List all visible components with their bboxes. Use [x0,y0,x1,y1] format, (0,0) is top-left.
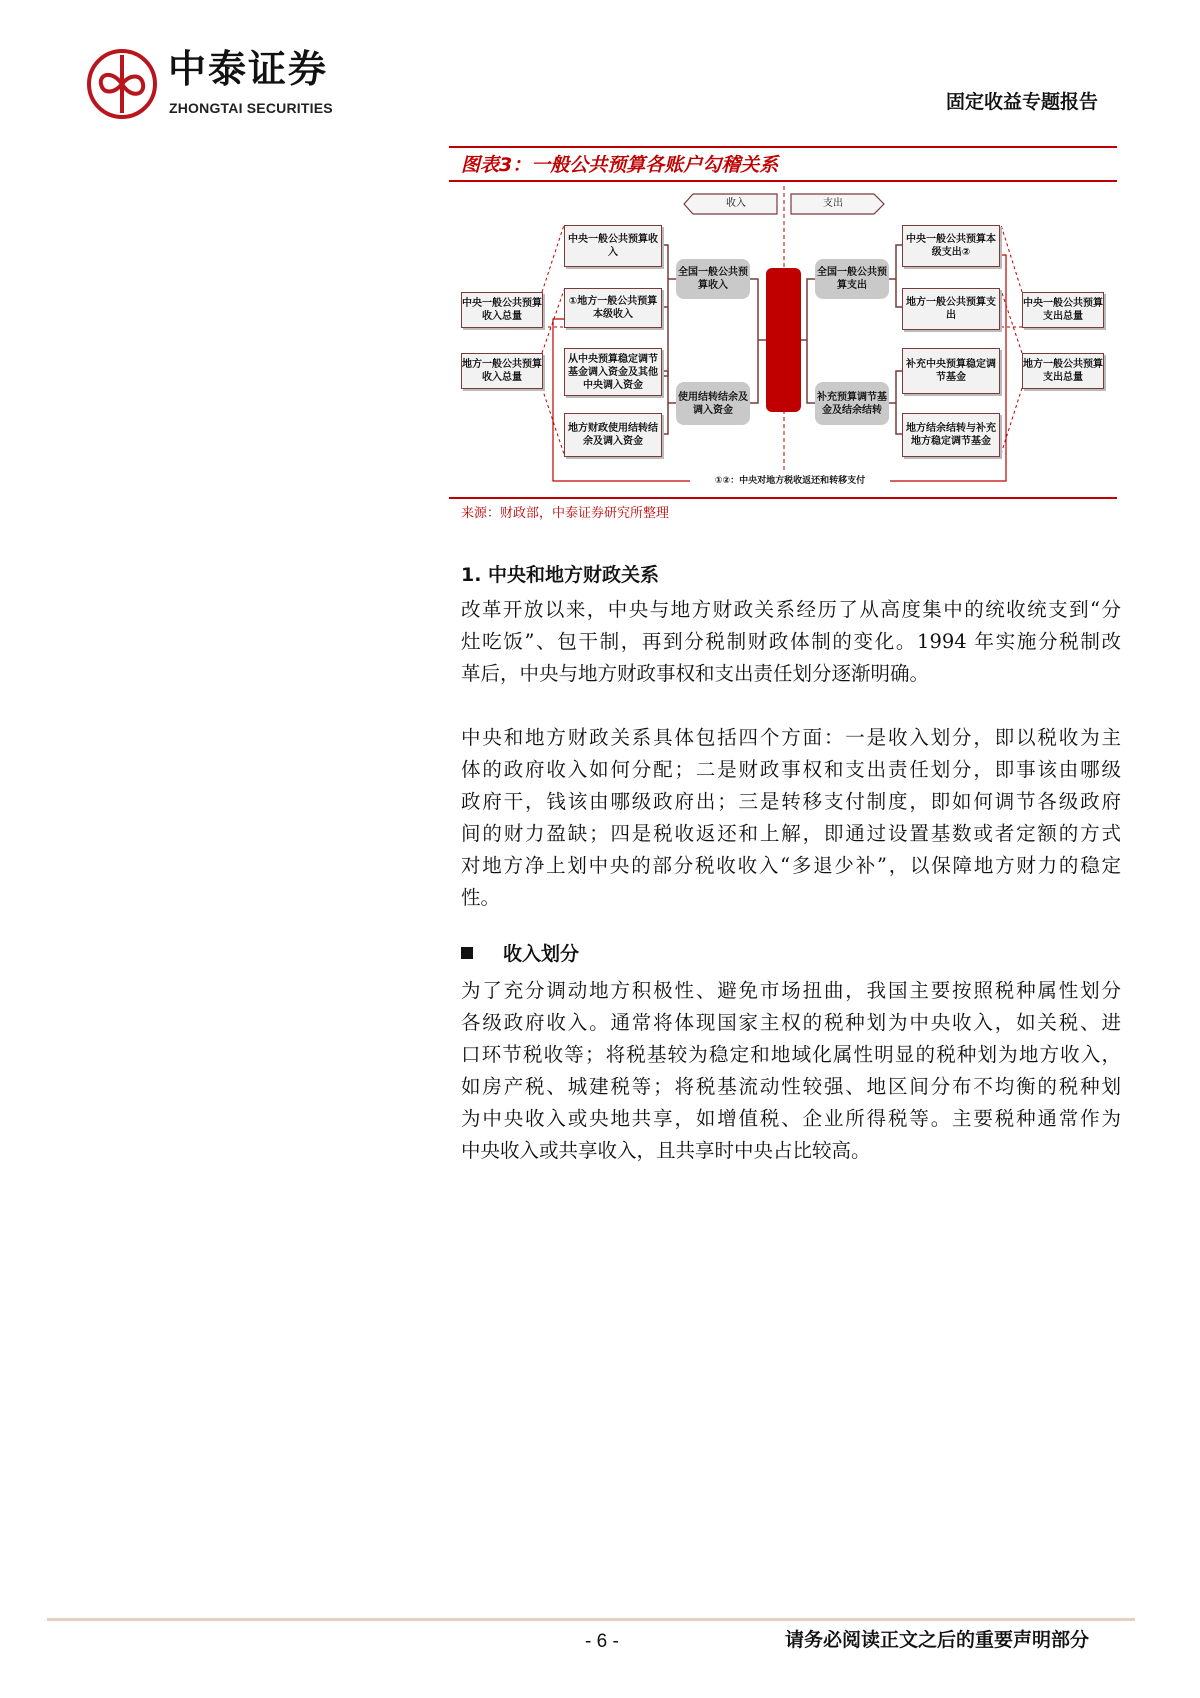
paragraph-1 [461,594,1121,690]
footer-rule [47,1618,1135,1621]
text-line: 如房产税、城建税等；将税基流动性较强、地区间分布不均衡的税种划 [461,1075,1121,1098]
left-box-3: 从中央预算稳定调节基金调入资金及其他中央调入资金 [564,348,662,396]
subsection-title: 收入划分 [503,943,580,965]
text-line: 各级政府收入。通常将体现国家主权的税种划为中央收入，如关税、进 [461,1011,1121,1034]
logo-english: ZHONGTAI SECURITIES [169,100,333,116]
left-gray-box-2: 使用结转结余及调入资金 [676,382,750,425]
logo-emblem [87,49,157,119]
text-line: 为了充分调动地方积极性、避免市场扭曲，我国主要按照税种属性划分 [461,979,1121,1002]
text-line: 性。 [461,886,501,909]
income-label: 收入 [726,198,746,209]
right-outer-box-central: 中央一般公共预算支出总量 [1022,292,1104,328]
left-outer-box-central: 中央一般公共预算收入总量 [461,292,543,328]
figure-title: 图表3：一般公共预算各账户勾稽关系 [461,154,779,176]
text-line: 中央和地方财政关系具体包括四个方面：一是收入划分，即以税收为主 [461,726,1121,749]
text-line: 灶吃饭”、包干制，再到分税制财政体制的变化。1994 年实施分税制改 [461,630,1121,653]
text-line: 中央收入或共享收入，且共享时中央占比较高。 [461,1139,871,1162]
text-line: 政府干，钱该由哪级政府出；三是转移支付制度，即如何调节各级政府 [461,790,1121,813]
text-line: 对地方净上划中央的部分税收收入“多退少补”，以保障地方财力的稳定 [461,854,1121,877]
footer-disclaimer: 请务必阅读正文之后的重要声明部分 [785,1629,1090,1651]
text-line: 体的政府收入如何分配；二是财政事权和支出责任划分，即事该由哪级 [461,758,1121,781]
right-box-2: 地方一般公共预算支出 [902,288,1000,330]
logo-chinese: 中泰证券 [168,47,329,91]
text-line: 改革开放以来，中央与地方财政关系经历了从高度集中的统收统支到“分 [461,598,1121,621]
page-number: - 6 - [585,1631,619,1652]
logo-emblem-icon [91,53,153,115]
paragraph-3 [461,975,1121,1167]
budget-center-bar [766,268,801,412]
figure-source: 来源：财政部，中泰证券研究所整理 [461,506,670,521]
figure-bottom-rule [449,497,1117,499]
right-gray-box-1: 全国一般公共预算支出 [815,259,889,299]
left-box-4: 地方财政使用结转结余及调入资金 [564,413,662,457]
subsection-heading [461,942,579,966]
text-line: 口环节税收等；将税基较为稳定和地域化属性明显的税种划为地方收入， [461,1043,1121,1066]
text-line: 为中央收入或央地共享，如增值税、企业所得税等。主要税种通常作为 [461,1107,1121,1130]
paragraph-2 [461,722,1121,914]
left-box-1: 中央一般公共预算收入 [564,225,662,267]
bullet-square-icon [461,947,473,959]
figure-top-rule [449,146,1117,148]
left-box-2: ①地方一般公共预算本级收入 [564,288,662,328]
expense-label: 支出 [823,198,843,209]
right-box-4: 地方结余结转与补充地方稳定调节基金 [902,413,1000,457]
report-type: 固定收益专题报告 [946,91,1099,113]
left-outer-box-local: 地方一般公共预算收入总量 [461,353,543,389]
right-outer-box-local: 地方一般公共预算支出总量 [1022,353,1104,389]
right-gray-box-2: 补充预算调节基金及结余结转 [815,382,889,425]
section-heading: 1. 中央和地方财政关系 [461,564,660,586]
text-line: 革后，中央与地方财政事权和支出责任划分逐渐明确。 [461,662,930,685]
transfer-note: ①②：中央对地方税收返还和转移支付 [690,475,890,487]
text-line: 间的财力盈缺；四是税收返还和上解，即通过设置基数或者定额的方式 [461,822,1121,845]
left-gray-box-1: 全国一般公共预算收入 [676,259,750,299]
right-box-3: 补充中央预算稳定调节基金 [902,348,1000,394]
right-box-1: 中央一般公共预算本级支出② [902,225,1000,267]
